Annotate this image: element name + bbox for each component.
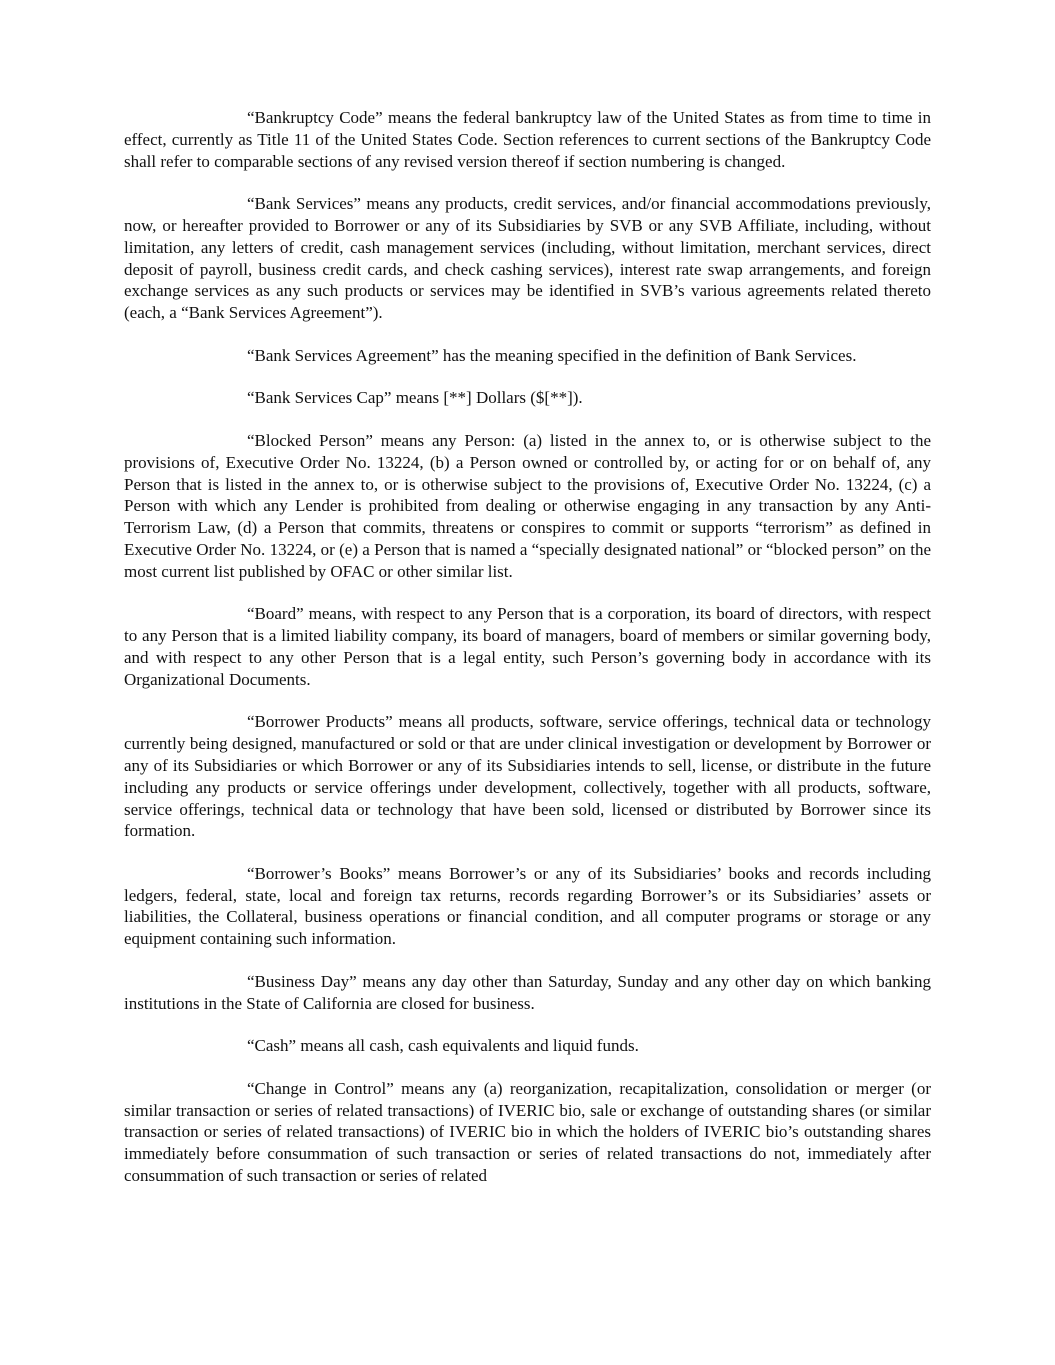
definition-borrowers-books: “Borrower’s Books” means Borrower’s or any of its Subsidiaries’ books and records including ledgers, federal, state, local and foreign tax returns, records regarding Borrower’s or its Subsidiaries’ assets or liabilities, the Collateral, business operations or financial condition, and all computer programs or storage or any equipment containing such information. (124, 863, 931, 949)
document-page (124, 107, 931, 1208)
definition-borrower-products: “Borrower Products” means all products, software, service offerings, technical data or technology currently being designed, manufactured or sold or that are under clinical investigation or development by Borrower or any of its Subsidiaries or which Borrower or any of its Subsidiaries intends to sell, license, or distribute in the future including any products or service offerings under development, collectively, together with all products, software, service offerings, technical data or technology that have been sold, licensed or distributed by Borrower since its formation. (124, 712, 931, 841)
definition-business-day: “Business Day” means any day other than Saturday, Sunday and any other day on which banking institutions in the State of California are closed for business. (124, 971, 931, 1013)
definition-change-in-control: “Change in Control” means any (a) reorganization, recapitalization, consolidation or merger (or similar transaction or series of related transactions) of IVERIC bio, sale or exchange of outstanding shares (or similar transaction or series of related transactions) of IVERIC bio in which the holders of IVERIC bio’s outstanding shares immediately before consummation of such transaction or series of related transactions do not, immediately after consummation of such transaction or series of related (124, 1078, 931, 1186)
definition-bank-services: “Bank Services” means any products, credit services, and/or financial accommodations previously, now, or hereafter provided to Borrower or any of its Subsidiaries by SVB or any SVB Affiliate, including, without limitation, any letters of credit, cash management services (including, without limitation, merchant services, direct deposit of payroll, business credit cards, and check cashing services), interest rate swap arrangements, and foreign exchange services as any such products or services may be identified in SVB’s various agreements related thereto (each, a “Bank Services Agreement”). (124, 194, 931, 323)
definition-bank-services-cap: “Bank Services Cap” means [**] Dollars ($[**]). (247, 388, 583, 408)
definition-cash: “Cash” means all cash, cash equivalents and liquid funds. (247, 1036, 639, 1056)
definition-blocked-person: “Blocked Person” means any Person: (a) listed in the annex to, or is otherwise subject to the provisions of, Executive Order No. 13224, (b) a Person owned or controlled by, or acting for or on behalf of, any Person that is listed in the annex to, or is otherwise subject to the provisions of, Executive Order No. 13224, (c) a Person with which any Lender is prohibited from dealing or otherwise engaging in any transaction by any Anti-Terrorism Law, (d) a Person that commits, threatens or conspires to commit or supports “terrorism” as defined in Executive Order No. 13224, or (e) a Person that is named a “specially designated national” or “blocked person” on the most current list published by OFAC or other similar list. (124, 430, 931, 581)
definition-board: “Board” means, with respect to any Person that is a corporation, its board of directors, with respect to any Person that is a limited liability company, its board of managers, board of members or similar governing body, and with respect to any other Person that is a legal entity, such Person’s governing body in accordance with its Organizational Documents. (124, 604, 931, 689)
definition-bankruptcy-code: “Bankruptcy Code” means the federal bankruptcy law of the United States as from time to time in effect, currently as Title 11 of the United States Code. Section references to current sections of the Bankruptcy Code shall refer to comparable sections of any revised version thereof if section numbering is changed. (124, 108, 931, 171)
definition-bank-services-agreement: “Bank Services Agreement” has the meaning specified in the definition of Bank Services. (247, 345, 857, 365)
